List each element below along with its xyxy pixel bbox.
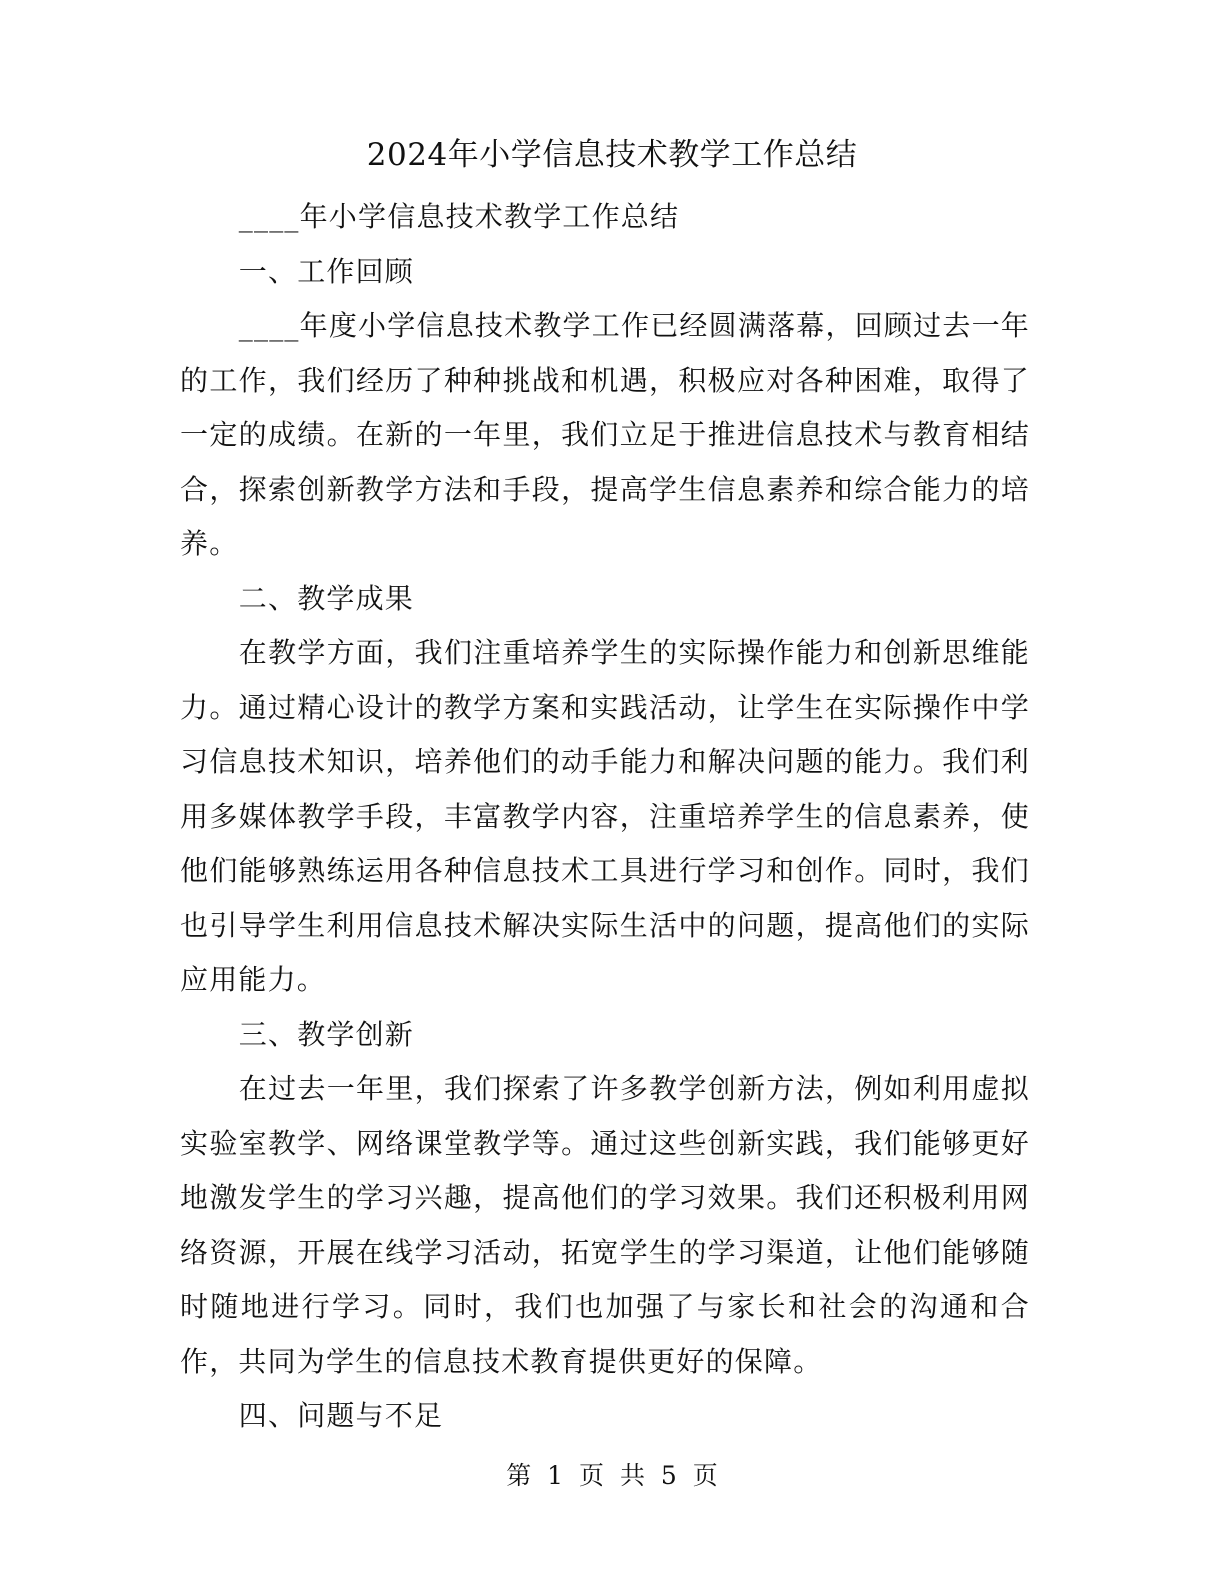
section-heading-results: 二、教学成果 xyxy=(238,581,414,615)
section-heading-innovation: 三、教学创新 xyxy=(238,1017,414,1051)
body-paragraph-innovation: 在过去一年里，我们探索了许多教学创新方法，例如利用虚拟实验室教学、网络课堂教学等。通过这些创新实践，我们能够更好地激发学生的学习兴趣，提高他们的学习效果。我们还积极利用网络资源，开展在线学习活动，拓宽学生的学习渠道，让他们能够随时随地进行学习。同时，我们也加强了与家长和社会的沟通和合作，共同为学生的信息技术教育提供更好的保障。 xyxy=(180,1072,1030,1378)
page-number-footer: 第 1 页 共 5 页 xyxy=(506,1461,718,1490)
section-heading-problems: 四、问题与不足 xyxy=(238,1399,444,1432)
section-heading-review: 一、工作回顾 xyxy=(238,254,414,288)
document-title: 2024年小学信息技术教学工作总结 xyxy=(366,137,858,173)
document-body xyxy=(180,190,1030,1444)
body-paragraph-review: ____年度小学信息技术教学工作已经圆满落幕，回顾过去一年的工作，我们经历了种种挑战和机遇，积极应对各种困难，取得了一定的成绩。在新的一年里，我们立足于推进信息技术与教育相结合，探索创新教学方法和手段，提高学生信息素养和综合能力的培养。 xyxy=(180,309,1030,560)
body-paragraph-results: 在教学方面，我们注重培养学生的实际操作能力和创新思维能力。通过精心设计的教学方案和实践活动，让学生在实际操作中学习信息技术知识，培养他们的动手能力和解决问题的能力。我们利用多媒体教学手段，丰富教学内容，注重培养学生的信息素养，使他们能够熟练运用各种信息技术工具进行学习和创作。同时，我们也引导学生利用信息技术解决实际生活中的问题，提高他们的实际应用能力。 xyxy=(180,636,1030,996)
subtitle-paragraph: ____年小学信息技术教学工作总结 xyxy=(238,200,680,233)
